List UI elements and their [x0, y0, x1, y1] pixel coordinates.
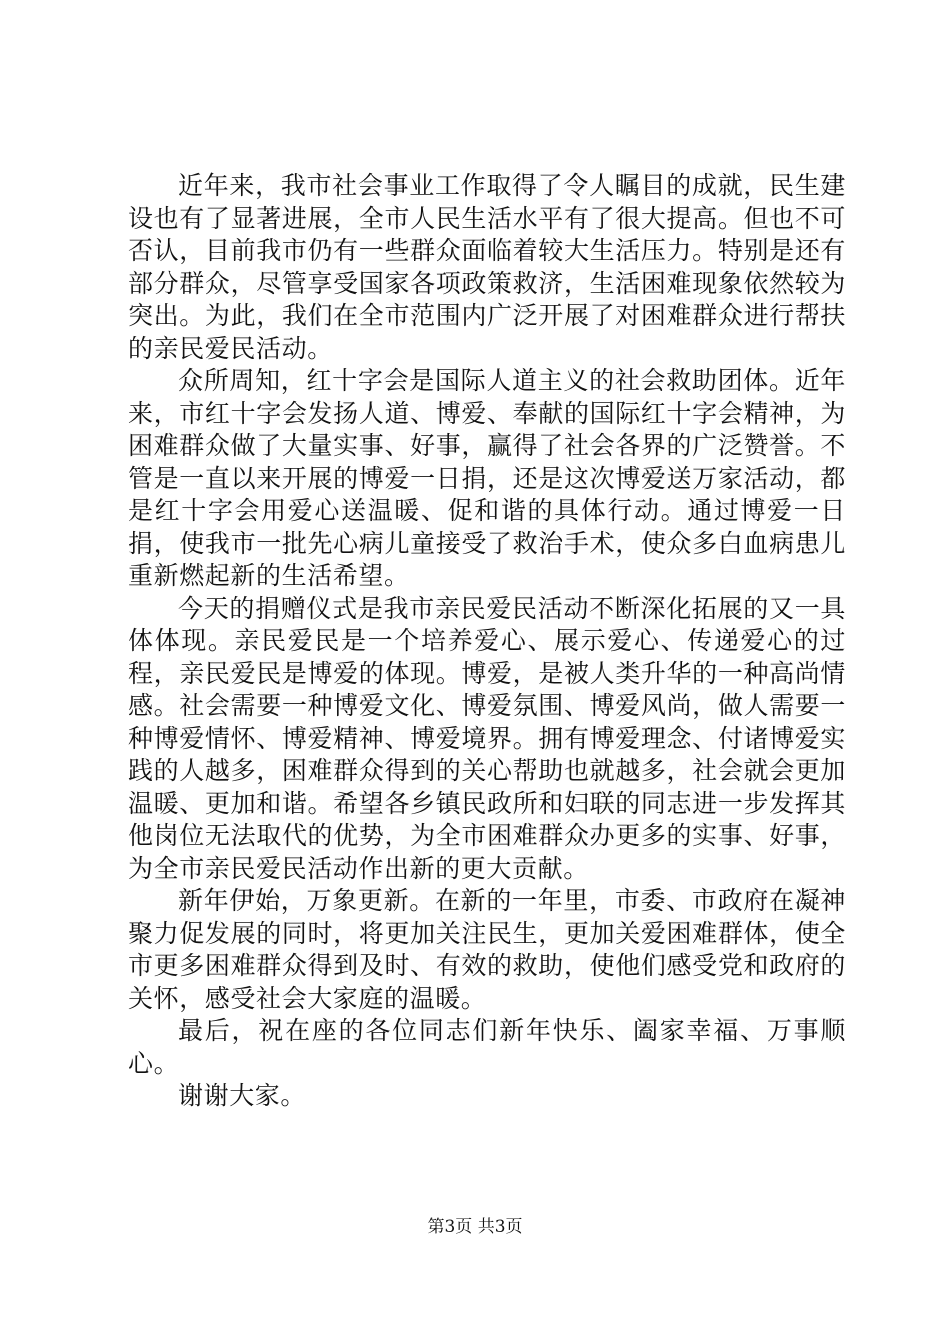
paragraph-1: 近年来，我市社会事业工作取得了令人瞩目的成就，民生建设也有了显著进展，全市人民生活水平有了很大提高。但也不可否认，目前我市仍有一些群众面临着较大生活压力。特别是还有部分群众，尽管享受国家各项政策救济，生活困难现象依然较为突出。为此，我们在全市范围内广泛开展了对困难群众进行帮扶的亲民爱民活动。	[128, 171, 846, 363]
paragraph-2: 众所周知，红十字会是国际人道主义的社会救助团体。近年来，市红十字会发扬人道、博爱、奉献的国际红十字会精神，为困难群众做了大量实事、好事，赢得了社会各界的广泛赞誉。不管是一直以来开展的博爱一日捐，还是这次博爱送万家活动，都是红十字会用爱心送温暖、促和谐的具体行动。通过博爱一日捐，使我市一批先心病儿童接受了救治手术，使众多白血病患儿重新燃起新的生活希望。	[128, 366, 846, 590]
document-body	[128, 170, 846, 1113]
page-footer: 第3页 共3页	[427, 1217, 523, 1237]
paragraph-4: 新年伊始，万象更新。在新的一年里，市委、市政府在凝神聚力促发展的同时，将更加关注民生，更加关爱困难群体，使全市更多困难群众得到及时、有效的救助，使他们感受党和政府的关怀，感受社会大家庭的温暖。	[128, 886, 846, 1013]
paragraph-6: 谢谢大家。	[178, 1081, 307, 1110]
paragraph-3: 今天的捐赠仪式是我市亲民爱民活动不断深化拓展的又一具体体现。亲民爱民是一个培养爱心、展示爱心、传递爱心的过程，亲民爱民是博爱的体现。博爱，是被人类升华的一种高尚情感。社会需要一种博爱文化、博爱氛围、博爱风尚，做人需要一种博爱情怀、博爱精神、博爱境界。拥有博爱理念、付诸博爱实践的人越多，困难群众得到的关心帮助也就越多，社会就会更加温暖、更加和谐。希望各乡镇民政所和妇联的同志进一步发挥其他岗位无法取代的优势，为全市困难群众办更多的实事、好事，为全市亲民爱民活动作出新的更大贡献。	[128, 593, 846, 883]
paragraph-5: 最后，祝在座的各位同志们新年快乐、阖家幸福、万事顺心。	[128, 1016, 846, 1078]
